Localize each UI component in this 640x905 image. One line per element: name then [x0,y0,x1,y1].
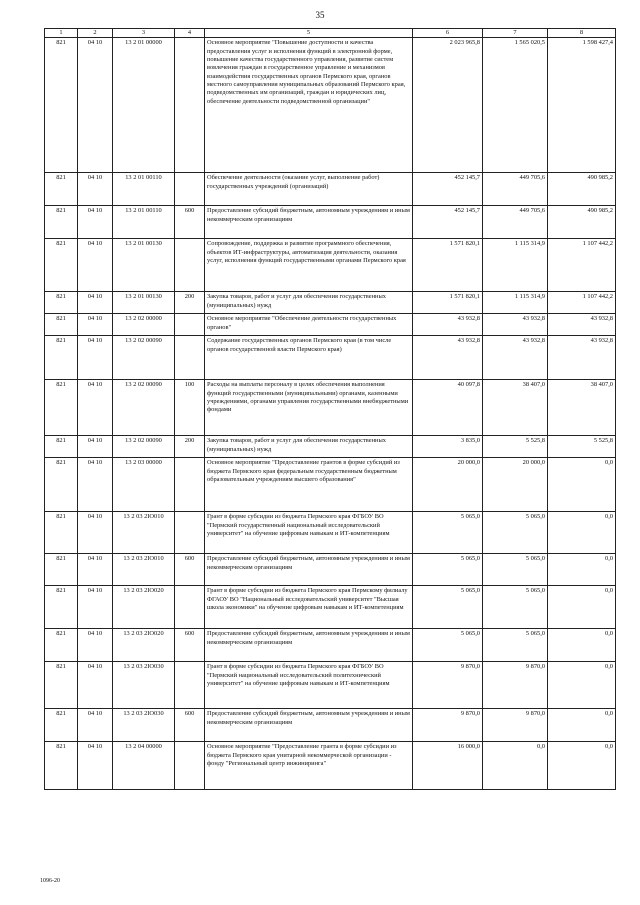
cell-amount-year2: 5 525,8 [483,436,548,458]
cell-expense-type [175,239,205,292]
cell-section: 04 10 [78,709,113,742]
cell-amount-year2: 38 407,0 [483,380,548,436]
cell-expense-type: 200 [175,292,205,314]
cell-expense-type [175,458,205,512]
column-header: 8 [548,29,616,38]
cell-admin-code: 821 [45,206,78,239]
table-row [45,629,616,662]
cell-amount-year2: 1 115 314,9 [483,239,548,292]
cell-description: Основное мероприятие "Предоставление гранта в форме субсидии из бюджета Пермского края унитарной некоммерческой организации - фонду "Региональный центр инжиниринга" [205,742,413,790]
cell-description: Основное мероприятие "Предоставление грантов в форме субсидий из бюджета Пермского края федеральным государственным бюджетным образовательным учреждениям высшего образования" [205,458,413,512]
cell-admin-code: 821 [45,336,78,380]
table-row [45,512,616,554]
cell-amount-year1: 43 932,8 [413,336,483,380]
table-row [45,458,616,512]
table-row [45,239,616,292]
cell-amount-year2: 1 565 020,5 [483,38,548,173]
cell-amount-year3: 0,0 [548,629,616,662]
column-header: 4 [175,29,205,38]
cell-amount-year2: 5 065,0 [483,554,548,586]
cell-amount-year1: 5 065,0 [413,629,483,662]
cell-section: 04 10 [78,239,113,292]
cell-description: Предоставление субсидий бюджетным, автономным учреждениям и иным некоммерческим организациям [205,554,413,586]
cell-target-article: 13 2 01 00130 [113,292,175,314]
cell-expense-type [175,336,205,380]
cell-admin-code: 821 [45,292,78,314]
cell-description: Грант в форме субсидии из бюджета Пермского края ФГБОУ ВО "Пермский национальный исследовательский политехнический университет" на обучение цифровым навыкам и ИТ-компетенциям [205,662,413,709]
column-header: 5 [205,29,413,38]
cell-amount-year3: 5 525,8 [548,436,616,458]
table-row [45,436,616,458]
table-row [45,38,616,173]
cell-target-article: 13 2 01 00000 [113,38,175,173]
cell-section: 04 10 [78,436,113,458]
cell-amount-year1: 20 000,0 [413,458,483,512]
cell-amount-year1: 452 145,7 [413,206,483,239]
cell-target-article: 13 2 02 00090 [113,380,175,436]
cell-target-article: 13 2 03 2IO020 [113,586,175,629]
cell-admin-code: 821 [45,629,78,662]
cell-target-article: 13 2 04 00000 [113,742,175,790]
table-row [45,709,616,742]
cell-target-article: 13 2 03 2IO010 [113,554,175,586]
cell-amount-year1: 16 000,0 [413,742,483,790]
cell-target-article: 13 2 03 2IO010 [113,512,175,554]
cell-target-article: 13 2 03 2IO020 [113,629,175,662]
cell-target-article: 13 2 02 00090 [113,436,175,458]
cell-description: Основное мероприятие "Повышение доступности и качества предоставления услуг и исполнения функций в электронной форме, повышение качества государственного управления, развитие систем вовлечения граждан в государственное управление и механизмов взаимодействия государственных органов Пермского края, органов местного самоуправления муниципальных образований Пермского края, подведомственных им организаций, граждан и юридических лиц, обеспечение деятельности подведомственной организации" [205,38,413,173]
cell-description: Закупка товаров, работ и услуг для обеспечения государственных (муниципальных) нужд [205,436,413,458]
cell-admin-code: 821 [45,239,78,292]
cell-amount-year2: 5 065,0 [483,512,548,554]
cell-admin-code: 821 [45,173,78,206]
cell-expense-type: 200 [175,436,205,458]
cell-description: Содержание государственных органов Пермского края (в том числе органов государственной власти Пермского края) [205,336,413,380]
cell-admin-code: 821 [45,709,78,742]
cell-target-article: 13 2 01 00110 [113,206,175,239]
cell-description: Предоставление субсидий бюджетным, автономным учреждениям и иным некоммерческим организациям [205,629,413,662]
cell-amount-year1: 1 571 820,1 [413,292,483,314]
cell-amount-year1: 40 097,8 [413,380,483,436]
cell-admin-code: 821 [45,314,78,336]
cell-description: Грант в форме субсидии из бюджета Пермского края ФГБОУ ВО "Пермский государственный национальный исследовательский университет" на обучение цифровым навыкам и ИТ-компетенциям [205,512,413,554]
cell-admin-code: 821 [45,662,78,709]
table-row [45,586,616,629]
cell-target-article: 13 2 03 2IO030 [113,662,175,709]
cell-expense-type [175,173,205,206]
cell-amount-year1: 5 065,0 [413,554,483,586]
cell-section: 04 10 [78,742,113,790]
cell-amount-year1: 1 571 820,1 [413,239,483,292]
cell-amount-year1: 5 065,0 [413,586,483,629]
cell-amount-year1: 2 023 965,8 [413,38,483,173]
cell-amount-year2: 5 065,0 [483,586,548,629]
column-header: 1 [45,29,78,38]
cell-amount-year2: 9 870,0 [483,662,548,709]
cell-amount-year3: 490 985,2 [548,173,616,206]
cell-amount-year3: 1 107 442,2 [548,239,616,292]
cell-description: Предоставление субсидий бюджетным, автономным учреждениям и иным некоммерческим организациям [205,206,413,239]
cell-expense-type [175,38,205,173]
cell-amount-year2: 5 065,0 [483,629,548,662]
cell-target-article: 13 2 01 00130 [113,239,175,292]
cell-amount-year3: 0,0 [548,586,616,629]
cell-amount-year1: 43 932,8 [413,314,483,336]
cell-target-article: 13 2 03 00000 [113,458,175,512]
cell-amount-year1: 452 145,7 [413,173,483,206]
cell-amount-year3: 43 932,8 [548,336,616,380]
table-row [45,292,616,314]
column-header: 6 [413,29,483,38]
cell-expense-type: 600 [175,554,205,586]
cell-amount-year1: 3 835,0 [413,436,483,458]
cell-amount-year3: 0,0 [548,554,616,586]
cell-description: Грант в форме субсидии из бюджета Пермского края Пермскому филиалу ФГАОУ ВО "Национальный исследовательский университет "Высшая школа экономики" на обучение цифровым навыкам и ИТ-компетенциям [205,586,413,629]
table-row [45,314,616,336]
cell-section: 04 10 [78,314,113,336]
cell-amount-year3: 490 985,2 [548,206,616,239]
cell-admin-code: 821 [45,380,78,436]
cell-amount-year3: 0,0 [548,458,616,512]
cell-amount-year2: 9 870,0 [483,709,548,742]
column-header: 3 [113,29,175,38]
cell-admin-code: 821 [45,512,78,554]
cell-admin-code: 821 [45,586,78,629]
cell-amount-year1: 9 870,0 [413,662,483,709]
cell-description: Основное мероприятие "Обеспечение деятельности государственных органов" [205,314,413,336]
cell-amount-year2: 43 932,8 [483,314,548,336]
table-row [45,742,616,790]
cell-section: 04 10 [78,512,113,554]
cell-section: 04 10 [78,662,113,709]
cell-admin-code: 821 [45,458,78,512]
cell-section: 04 10 [78,554,113,586]
page-number: 35 [315,10,325,20]
cell-target-article: 13 2 02 00090 [113,336,175,380]
cell-section: 04 10 [78,458,113,512]
cell-expense-type: 600 [175,629,205,662]
cell-admin-code: 821 [45,436,78,458]
cell-target-article: 13 2 01 00110 [113,173,175,206]
cell-amount-year3: 0,0 [548,662,616,709]
cell-description: Обеспечение деятельности (оказание услуг, выполнение работ) государственных учреждений (организаций) [205,173,413,206]
cell-amount-year2: 20 000,0 [483,458,548,512]
cell-admin-code: 821 [45,742,78,790]
header-row [45,29,616,38]
cell-amount-year3: 0,0 [548,512,616,554]
cell-amount-year3: 43 932,8 [548,314,616,336]
cell-expense-type [175,586,205,629]
table-row [45,380,616,436]
cell-description: Закупка товаров, работ и услуг для обеспечения государственных (муниципальных) нужд [205,292,413,314]
cell-amount-year3: 0,0 [548,709,616,742]
cell-section: 04 10 [78,173,113,206]
cell-target-article: 13 2 03 2IO030 [113,709,175,742]
cell-expense-type [175,662,205,709]
cell-description: Расходы на выплаты персоналу в целях обеспечения выполнения функций государственными (муниципальными) органами, казенными учреждениями, органами управления государственными внебюджетными фондами [205,380,413,436]
cell-section: 04 10 [78,380,113,436]
cell-section: 04 10 [78,586,113,629]
cell-amount-year1: 9 870,0 [413,709,483,742]
column-header: 2 [78,29,113,38]
cell-expense-type [175,314,205,336]
cell-section: 04 10 [78,206,113,239]
cell-section: 04 10 [78,336,113,380]
cell-expense-type [175,742,205,790]
cell-description: Предоставление субсидий бюджетным, автономным учреждениям и иным некоммерческим организациям [205,709,413,742]
cell-amount-year1: 5 065,0 [413,512,483,554]
cell-description: Сопровождение, поддержка и развитие программного обеспечения, объектов ИТ-инфраструктуры, автоматизация деятельности, оказания услуг, исполнения функций государственными органами Пермского края [205,239,413,292]
table-row [45,336,616,380]
cell-admin-code: 821 [45,554,78,586]
cell-amount-year2: 449 705,6 [483,173,548,206]
table-row [45,173,616,206]
cell-expense-type [175,512,205,554]
cell-expense-type: 600 [175,709,205,742]
column-header: 7 [483,29,548,38]
table-row [45,662,616,709]
cell-section: 04 10 [78,629,113,662]
cell-expense-type: 100 [175,380,205,436]
cell-target-article: 13 2 02 00000 [113,314,175,336]
cell-section: 04 10 [78,38,113,173]
cell-amount-year3: 1 107 442,2 [548,292,616,314]
cell-admin-code: 821 [45,38,78,173]
cell-amount-year3: 1 598 427,4 [548,38,616,173]
table-row [45,206,616,239]
cell-amount-year3: 38 407,0 [548,380,616,436]
cell-section: 04 10 [78,292,113,314]
cell-amount-year2: 449 705,6 [483,206,548,239]
cell-expense-type: 600 [175,206,205,239]
cell-amount-year2: 0,0 [483,742,548,790]
footer-code: 1096-20 [40,878,60,884]
cell-amount-year2: 43 932,8 [483,336,548,380]
budget-table [44,28,616,790]
cell-amount-year2: 1 115 314,9 [483,292,548,314]
table-row [45,554,616,586]
cell-amount-year3: 0,0 [548,742,616,790]
